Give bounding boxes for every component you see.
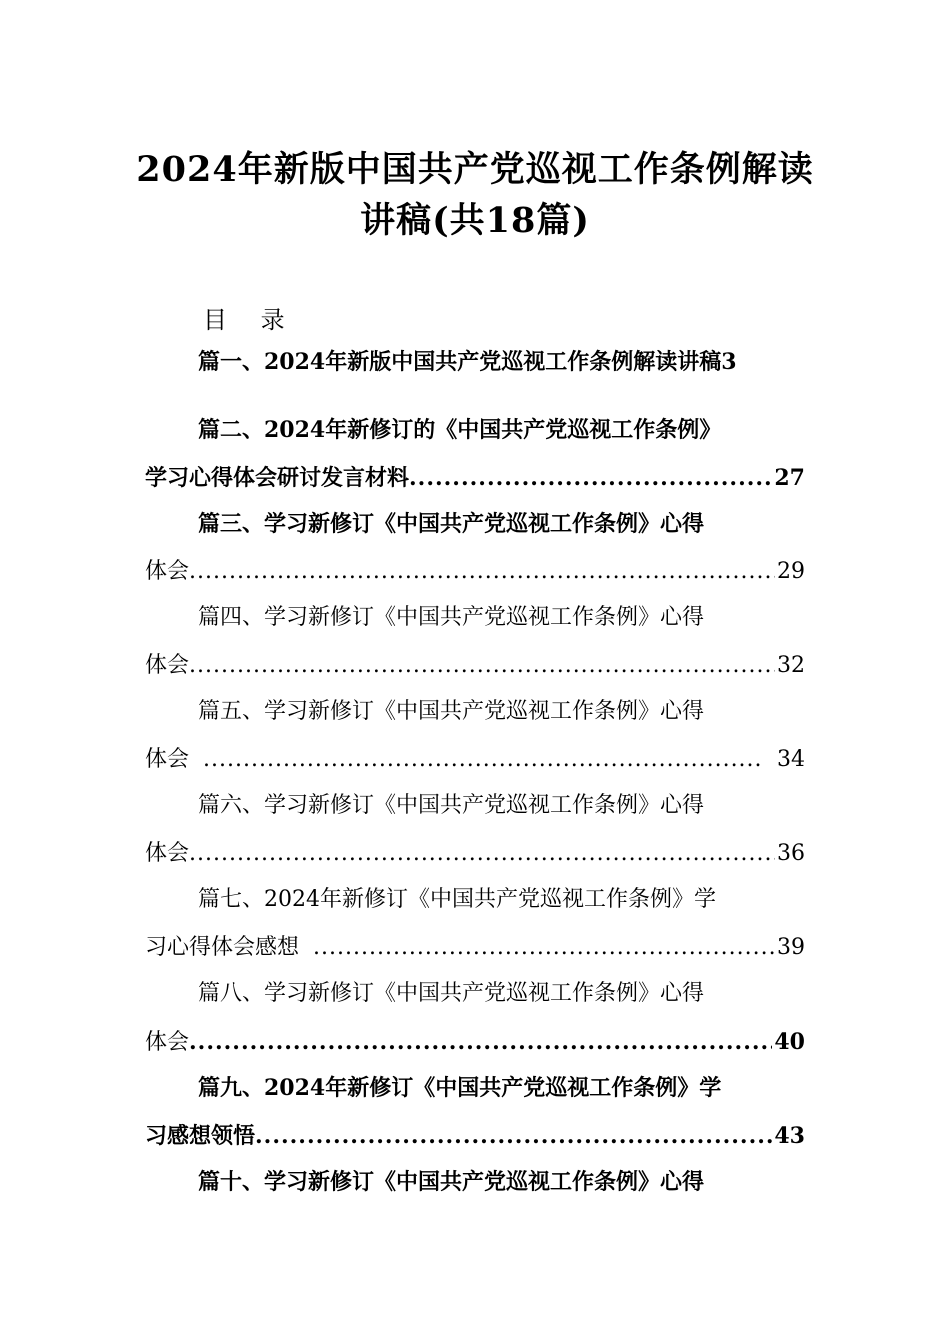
toc-page-number: 29 <box>777 559 805 584</box>
toc-entry-8-title[interactable]: 篇八、学习新修订《中国共产党巡视工作条例》心得 <box>198 981 705 1006</box>
toc-entry-3-continuation[interactable] <box>145 556 805 588</box>
document-title-line1: 2024年新版中国共产党巡视工作条例解读 <box>136 149 814 190</box>
toc-entry-5-continuation[interactable] <box>145 744 805 776</box>
toc-entry-7-title[interactable]: 篇七、2024年新修订《中国共产党巡视工作条例》学 <box>198 887 716 912</box>
toc-leader-dots <box>409 462 772 494</box>
toc-entry-2-continuation[interactable] <box>145 462 805 494</box>
toc-entry-5-title[interactable]: 篇五、学习新修订《中国共产党巡视工作条例》心得 <box>198 699 705 724</box>
toc-leader-dots <box>255 1120 772 1152</box>
toc-entry-10-title[interactable]: 篇十、学习新修订《中国共产党巡视工作条例》心得 <box>198 1169 705 1195</box>
toc-heading: 目 录 <box>203 306 285 334</box>
toc-entry-6-continuation[interactable] <box>145 838 805 870</box>
toc-leader-dots <box>189 650 775 682</box>
toc-leader-dots <box>189 1026 772 1058</box>
toc-entry-8-continuation[interactable] <box>145 1026 805 1059</box>
toc-entry-label: 体会 <box>145 559 190 584</box>
toc-entry-label: 体会 <box>145 653 190 678</box>
toc-entry-label: 学习心得体会研讨发言材料 <box>145 465 410 491</box>
toc-page-number: 27 <box>774 465 805 491</box>
toc-entry-1-title[interactable]: 篇一、2024年新版中国共产党巡视工作条例解读讲稿3 <box>198 349 737 375</box>
toc-entry-9-title[interactable]: 篇九、2024年新修订《中国共产党巡视工作条例》学 <box>198 1075 722 1101</box>
toc-entry-4-continuation[interactable] <box>145 650 805 682</box>
document-title-line2: 讲稿(共18篇) <box>360 200 590 241</box>
toc-leader-dots <box>189 556 775 588</box>
toc-entry-7-continuation[interactable] <box>145 932 805 964</box>
toc-page-number: 32 <box>777 653 805 678</box>
toc-entry-label: 体会 <box>145 747 190 772</box>
toc-entry-label: 体会 <box>145 1030 190 1055</box>
toc-leader-dots <box>313 932 775 964</box>
toc-entry-6-title[interactable]: 篇六、学习新修订《中国共产党巡视工作条例》心得 <box>198 793 705 818</box>
toc-entry-4-title[interactable]: 篇四、学习新修订《中国共产党巡视工作条例》心得 <box>198 605 705 630</box>
toc-page-number: 39 <box>777 935 805 960</box>
toc-entry-label: 习感想领悟 <box>145 1123 256 1149</box>
toc-leader-dots <box>203 744 761 776</box>
toc-page-number: 34 <box>777 747 805 772</box>
toc-entry-9-continuation[interactable] <box>145 1120 805 1152</box>
toc-page-number: 36 <box>777 841 805 866</box>
toc-entry-label: 体会 <box>145 841 190 866</box>
toc-entry-3-title[interactable]: 篇三、学习新修订《中国共产党巡视工作条例》心得 <box>198 511 705 537</box>
toc-page-number: 40 <box>774 1029 805 1055</box>
toc-page-number: 43 <box>774 1123 805 1149</box>
toc-leader-dots <box>189 838 775 870</box>
toc-entry-2-title[interactable]: 篇二、2024年新修订的《中国共产党巡视工作条例》 <box>198 417 722 443</box>
toc-entry-label: 习心得体会感想 <box>145 935 300 960</box>
